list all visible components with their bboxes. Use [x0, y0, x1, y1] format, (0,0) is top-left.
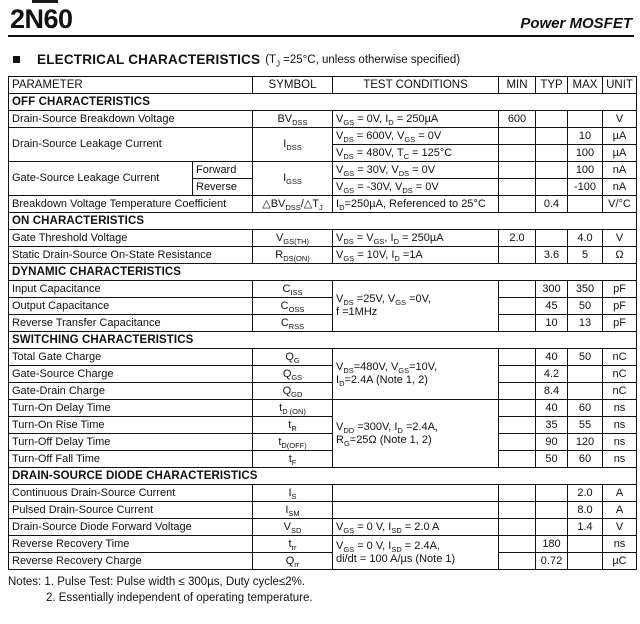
symbol-cell: $BV_{DSS}$	[253, 111, 333, 128]
min-cell	[499, 485, 536, 502]
typ-cell	[536, 128, 568, 145]
unit-cell: pF	[603, 281, 637, 298]
symbol-cell: $I_{DSS}$	[253, 128, 333, 162]
min-cell	[499, 145, 536, 162]
param-cell: Breakdown Voltage Temperature Coefficient	[9, 196, 253, 213]
max-cell: 100	[568, 145, 603, 162]
param-cell: Drain-Source Leakage Current	[9, 128, 253, 162]
min-cell	[499, 281, 536, 298]
max-cell: 10	[568, 128, 603, 145]
section-title-cell: SWITCHING CHARACTERISTICS	[9, 332, 637, 349]
min-cell	[499, 179, 536, 196]
max-cell: 5	[568, 247, 603, 264]
max-cell	[568, 553, 603, 570]
table-row	[9, 128, 637, 145]
cond-cell: $V_{DD} =300V$, $I_D =2.4A$, $R_G=25\Omega$ (Note 1, 2)	[333, 400, 499, 468]
cond-cell: $V_{GS} = -30V$, $V_{DS} = 0V$	[333, 179, 499, 196]
min-cell: 2.0	[499, 230, 536, 247]
unit-cell: ns	[603, 536, 637, 553]
section-heading	[13, 52, 640, 67]
col-header-conditions: TEST CONDITIONS	[333, 77, 499, 94]
page-header	[0, 0, 640, 33]
max-cell: 50	[568, 298, 603, 315]
section-title-cell: DYNAMIC CHARACTERISTICS	[9, 264, 637, 281]
min-cell	[499, 298, 536, 315]
symbol-cell: $Q_{GD}$	[253, 383, 333, 400]
max-cell: 60	[568, 400, 603, 417]
table-row	[9, 366, 637, 383]
max-cell	[568, 366, 603, 383]
scan-artifact	[32, 0, 58, 3]
table-row	[9, 417, 637, 434]
typ-cell: 180	[536, 536, 568, 553]
max-cell: 350	[568, 281, 603, 298]
symbol-cell: $C_{OSS}$	[253, 298, 333, 315]
param-cell: Gate-Drain Charge	[9, 383, 253, 400]
param-cell: Gate Threshold Voltage	[9, 230, 253, 247]
cond-cell: $V_{DS} = 600V$, $V_{GS} = 0V$	[333, 128, 499, 145]
table-row	[9, 519, 637, 536]
table-row	[9, 315, 637, 332]
max-cell: 2.0	[568, 485, 603, 502]
table-row	[9, 230, 637, 247]
param-cell: Turn-Off Fall Time	[9, 451, 253, 468]
param-cell: Turn-On Rise Time	[9, 417, 253, 434]
min-cell	[499, 196, 536, 213]
section-condition: ($T_J =25^\circ C$, unless otherwise specified)	[265, 53, 461, 68]
square-bullet-icon	[13, 56, 20, 63]
symbol-cell: $t_{D (ON)}$	[253, 400, 333, 417]
cond-cell: $V_{DS} = 480V$, $T_C = 125^\circ C$	[333, 145, 499, 162]
unit-cell: µC	[603, 553, 637, 570]
param-cell: Reverse Transfer Capacitance	[9, 315, 253, 332]
min-cell	[499, 536, 536, 553]
cond-cell: $V_{GS} = 10V$, $I_D =1A$	[333, 247, 499, 264]
min-cell	[499, 417, 536, 434]
col-header-min: MIN	[499, 77, 536, 94]
unit-cell: nA	[603, 162, 637, 179]
cond-cell: $V_{DS} =25V$, $V_{GS} =0V$, f =1MHz	[333, 281, 499, 332]
min-cell	[499, 315, 536, 332]
title-rule	[8, 35, 634, 37]
typ-cell: 300	[536, 281, 568, 298]
max-cell	[568, 536, 603, 553]
typ-cell: 90	[536, 434, 568, 451]
typ-cell	[536, 162, 568, 179]
section-title-cell: OFF CHARACTERISTICS	[9, 94, 637, 111]
typ-cell: 0.72	[536, 553, 568, 570]
param-cell: Gate-Source Leakage Current	[9, 162, 193, 196]
unit-cell: V	[603, 230, 637, 247]
unit-cell: µA	[603, 145, 637, 162]
param-cell: Turn-On Delay Time	[9, 400, 253, 417]
unit-cell: nC	[603, 383, 637, 400]
typ-cell	[536, 179, 568, 196]
max-cell	[568, 111, 603, 128]
col-header-symbol: SYMBOL	[253, 77, 333, 94]
notes-line-2: 2. Essentially independent of operating temperature.	[46, 592, 313, 604]
unit-cell: µA	[603, 128, 637, 145]
typ-cell	[536, 230, 568, 247]
max-cell: 55	[568, 417, 603, 434]
min-cell	[499, 519, 536, 536]
min-cell	[499, 502, 536, 519]
table-row	[9, 400, 637, 417]
col-header-unit: UNIT	[603, 77, 637, 94]
col-header-max: MAX	[568, 77, 603, 94]
max-cell	[568, 196, 603, 213]
unit-cell: A	[603, 502, 637, 519]
table-row	[9, 298, 637, 315]
typ-cell: 4.2	[536, 366, 568, 383]
max-cell: 60	[568, 451, 603, 468]
typ-cell	[536, 145, 568, 162]
unit-cell: Ω	[603, 247, 637, 264]
unit-cell: nC	[603, 366, 637, 383]
param-cell: Pulsed Drain-Source Current	[9, 502, 253, 519]
symbol-cell: $Q_{GS}$	[253, 366, 333, 383]
min-cell	[499, 247, 536, 264]
col-header-parameter: PARAMETER	[9, 77, 253, 94]
part-number: 2N60	[10, 4, 73, 34]
min-cell	[499, 128, 536, 145]
symbol-cell: $t_{D(OFF)}$	[253, 434, 333, 451]
symbol-cell: $V_{GS(TH)}$	[253, 230, 333, 247]
min-cell	[499, 553, 536, 570]
typ-cell	[536, 111, 568, 128]
table-row	[9, 162, 637, 179]
symbol-cell: $C_{RSS}$	[253, 315, 333, 332]
section-row-off	[9, 94, 637, 111]
min-cell	[499, 451, 536, 468]
unit-cell: nA	[603, 179, 637, 196]
param-cell: Turn-Off Delay Time	[9, 434, 253, 451]
typ-cell	[536, 485, 568, 502]
unit-cell: A	[603, 485, 637, 502]
unit-cell: ns	[603, 451, 637, 468]
param-cell: Reverse Recovery Time	[9, 536, 253, 553]
notes-block	[8, 574, 640, 606]
typ-cell: 3.6	[536, 247, 568, 264]
table-row	[9, 111, 637, 128]
table-row	[9, 434, 637, 451]
param-subcell: Reverse	[193, 179, 253, 196]
typ-cell: 50	[536, 451, 568, 468]
cond-cell: $V_{DS}=480V$, $V_{GS}=10V$, $I_D=2.4A$ (Note 1, 2)	[333, 349, 499, 400]
param-cell: Drain-Source Diode Forward Voltage	[9, 519, 253, 536]
typ-cell: 40	[536, 349, 568, 366]
min-cell	[499, 366, 536, 383]
symbol-cell: $R_{DS(ON)}$	[253, 247, 333, 264]
unit-cell: V	[603, 111, 637, 128]
typ-cell: 10	[536, 315, 568, 332]
max-cell: -100	[568, 179, 603, 196]
typ-cell: 0.4	[536, 196, 568, 213]
cond-cell: $V_{GS} = 0$ V, $I_{SD} = 2.4A$, di/dt = 100 A/µs (Note 1)	[333, 536, 499, 570]
table-row	[9, 383, 637, 400]
table-row	[9, 196, 637, 213]
unit-cell: V	[603, 519, 637, 536]
param-cell: Static Drain-Source On-State Resistance	[9, 247, 253, 264]
cond-cell	[333, 485, 499, 502]
max-cell: 1.4	[568, 519, 603, 536]
table-header-row	[9, 77, 637, 94]
table-row	[9, 451, 637, 468]
section-row-switching	[9, 332, 637, 349]
typ-cell: 35	[536, 417, 568, 434]
symbol-cell: $I_{SM}$	[253, 502, 333, 519]
unit-cell: ns	[603, 400, 637, 417]
table-row	[9, 247, 637, 264]
unit-cell: ns	[603, 434, 637, 451]
notes-line-1: Notes: 1. Pulse Test: Pulse width ≤ 300µs, Duty cycle≤2%.	[8, 576, 306, 588]
param-cell: Continuous Drain-Source Current	[9, 485, 253, 502]
symbol-cell: $C_{ISS}$	[253, 281, 333, 298]
min-cell	[499, 162, 536, 179]
param-cell: Drain-Source Breakdown Voltage	[9, 111, 253, 128]
max-cell: 120	[568, 434, 603, 451]
cond-cell: $I_D=250\mu A$, Referenced to 25°C	[333, 196, 499, 213]
cond-cell: $V_{GS} = 0V$, $I_D = 250\mu A$	[333, 111, 499, 128]
section-title-cell: DRAIN-SOURCE DIODE CHARACTERISTICS	[9, 468, 637, 485]
table-row	[9, 349, 637, 366]
typ-cell: 8.4	[536, 383, 568, 400]
table-row	[9, 485, 637, 502]
max-cell	[568, 383, 603, 400]
cond-cell: $V_{GS} = 0$ V, $I_{SD} = 2.0$ A	[333, 519, 499, 536]
electrical-characteristics-table	[8, 76, 637, 570]
min-cell	[499, 349, 536, 366]
symbol-cell: $Q_G$	[253, 349, 333, 366]
cond-cell: $V_{DS} = V_{GS}$, $I_D = 250\mu A$	[333, 230, 499, 247]
max-cell: 8.0	[568, 502, 603, 519]
symbol-cell: $t_F$	[253, 451, 333, 468]
max-cell: 4.0	[568, 230, 603, 247]
param-subcell: Forward	[193, 162, 253, 179]
section-row-diode	[9, 468, 637, 485]
table-row	[9, 536, 637, 553]
symbol-cell: $V_{SD}$	[253, 519, 333, 536]
col-header-typ: TYP	[536, 77, 568, 94]
section-row-on	[9, 213, 637, 230]
param-cell: Output Capacitance	[9, 298, 253, 315]
min-cell: 600	[499, 111, 536, 128]
typ-cell	[536, 519, 568, 536]
symbol-cell: $I_S$	[253, 485, 333, 502]
section-row-dynamic	[9, 264, 637, 281]
symbol-cell: $Q_{rr}$	[253, 553, 333, 570]
max-cell: 50	[568, 349, 603, 366]
unit-cell: V/°C	[603, 196, 637, 213]
table-row	[9, 502, 637, 519]
unit-cell: nC	[603, 349, 637, 366]
param-cell: Input Capacitance	[9, 281, 253, 298]
symbol-cell: $\triangle BV_{DSS}/\triangle T_J$	[253, 196, 333, 213]
table-row	[9, 553, 637, 570]
cond-cell: $V_{GS} = 30V$, $V_{DS} = 0V$	[333, 162, 499, 179]
max-cell: 100	[568, 162, 603, 179]
typ-cell	[536, 502, 568, 519]
table-row	[9, 281, 637, 298]
symbol-cell: $I_{GSS}$	[253, 162, 333, 196]
param-cell: Reverse Recovery Charge	[9, 553, 253, 570]
min-cell	[499, 383, 536, 400]
unit-cell: pF	[603, 315, 637, 332]
doc-type: Power MOSFET	[520, 15, 632, 32]
min-cell	[499, 434, 536, 451]
typ-cell: 45	[536, 298, 568, 315]
param-cell: Total Gate Charge	[9, 349, 253, 366]
unit-cell: ns	[603, 417, 637, 434]
min-cell	[499, 400, 536, 417]
symbol-cell: $t_{rr}$	[253, 536, 333, 553]
param-cell: Gate-Source Charge	[9, 366, 253, 383]
cond-cell	[333, 502, 499, 519]
section-title-cell: ON CHARACTERISTICS	[9, 213, 637, 230]
max-cell: 13	[568, 315, 603, 332]
section-title: ELECTRICAL CHARACTERISTICS	[37, 52, 261, 67]
unit-cell: pF	[603, 298, 637, 315]
typ-cell: 40	[536, 400, 568, 417]
symbol-cell: $t_R$	[253, 417, 333, 434]
